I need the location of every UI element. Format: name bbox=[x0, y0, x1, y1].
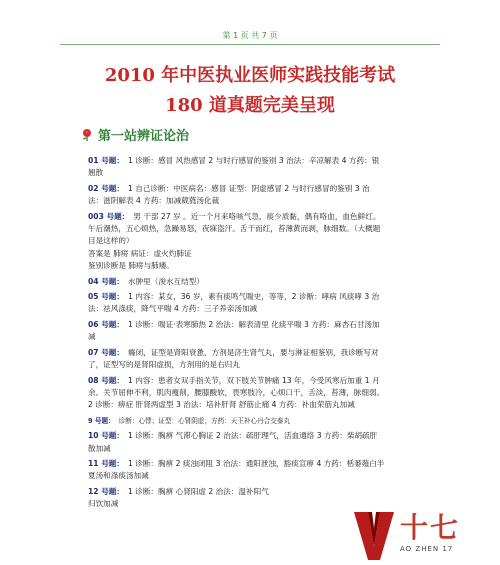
question-text: 1 内容：某女，36 岁，素有痰鸣气喘史，等等，2 诊断：哮病 风痰哮 3 治 bbox=[128, 292, 380, 302]
question-number: 01 号题： bbox=[88, 156, 124, 165]
question-item bbox=[88, 276, 433, 288]
watermark-logo bbox=[348, 508, 486, 565]
question-item bbox=[88, 430, 433, 455]
question-text: 男 干部 27 岁 。近一个月来咯咳气急，痰少质黏，偶有咯血，血色鲜红。 bbox=[133, 211, 381, 221]
question-text-line bbox=[88, 331, 433, 343]
question-item bbox=[88, 415, 433, 427]
question-number: 08 号题： bbox=[88, 375, 124, 385]
question-item bbox=[88, 486, 433, 511]
question-text-line bbox=[88, 183, 433, 195]
question-text-line bbox=[88, 347, 433, 359]
question-item bbox=[88, 458, 433, 483]
question-text-line bbox=[88, 387, 433, 399]
question-text-line bbox=[88, 167, 433, 179]
question-item bbox=[88, 319, 433, 344]
question-text: 2 诊断：痹症 肝肾两虚型 3 治法：培补肝肾 舒筋止痛 4 方药：补血荣筋丸加减 bbox=[88, 400, 355, 410]
question-text-line bbox=[88, 415, 433, 427]
question-number: 02 号题： bbox=[88, 183, 124, 193]
watermark-text: 十七 bbox=[400, 511, 461, 544]
question-text-line bbox=[88, 248, 433, 260]
watermark-subtext: AO ZHEN 17 bbox=[400, 545, 454, 553]
question-text: 散加减 bbox=[88, 443, 111, 453]
question-text-line bbox=[88, 155, 433, 167]
question-number: 11 号题： bbox=[88, 458, 124, 468]
question-text-line bbox=[88, 291, 433, 303]
question-text-line bbox=[88, 359, 433, 371]
question-text: 癃闭，证型是肾阳衰惫，方剂是济生肾气丸，要与淋证相鉴别，我诊断写对 bbox=[128, 347, 379, 357]
question-text: 答案是 肺痨 病证：虚火灼肺证 bbox=[88, 248, 192, 258]
question-text: 午后潮热，五心烦热，急躁易怒，夜寐盗汗。舌干而红，苔薄黄而剥，脉细数。（大概题 bbox=[88, 224, 381, 234]
question-text: 诊断：心悸；证型：心肾阴虚；方药：天王补心丹合交泰丸 bbox=[118, 416, 291, 425]
question-number: 06 号题： bbox=[88, 319, 124, 329]
question-item bbox=[88, 291, 433, 316]
question-text-line bbox=[88, 235, 433, 247]
question-text-line bbox=[88, 458, 433, 470]
question-item bbox=[88, 211, 433, 273]
question-text-line bbox=[88, 276, 433, 288]
question-text: 1 诊断：胸痹 2 痰浊闭阻 3 治法：通阳泄浊，豁痰宣痹 4 方药：栝蒌薤白半 bbox=[128, 458, 385, 468]
page-header: 第 1 页 共 7 页 bbox=[222, 31, 278, 40]
question-number: 9 号题： bbox=[88, 416, 115, 425]
question-number: 04 号题： bbox=[88, 276, 124, 286]
question-number: 05 号题： bbox=[88, 292, 124, 302]
question-text: 夏汤和涤痰汤加减 bbox=[88, 471, 149, 481]
question-text: 水肿里（浚水互结型） bbox=[128, 276, 204, 286]
question-text-line bbox=[88, 260, 433, 272]
question-text: 法：祛风涤痰，降气平喘 4 方药：三子养亲汤加减 bbox=[88, 304, 258, 314]
question-item bbox=[88, 155, 433, 180]
question-text-line bbox=[88, 319, 433, 331]
question-text-line bbox=[88, 375, 433, 387]
section-heading bbox=[80, 125, 189, 144]
question-text: 1 自己诊断：中医病名：感冒 证型：阴虚感冒 2 与时行感冒的鉴别 3 治 bbox=[128, 183, 370, 193]
question-item bbox=[88, 347, 433, 372]
question-text-line bbox=[88, 430, 433, 442]
question-text-line bbox=[88, 195, 433, 207]
question-list bbox=[88, 155, 433, 514]
question-text: 余。关节屈伸不利，肌肉瘦削，腰膝酸软，畏寒肢冷，心烦口干，舌淡，苔薄，脉细弱。 bbox=[88, 387, 385, 397]
document-title-line2: 180 道真题完美呈现 bbox=[165, 95, 335, 116]
question-text: 1 诊断：感冒 风热感冒 2 与时行感冒的鉴别 3 治法：辛凉解表 4 方药：银 bbox=[128, 156, 380, 165]
question-text: 1 诊断：胸痹 气滞心胸证 2 治法：疏肝理气，活血通络 3 方药：柴胡疏肝 bbox=[128, 431, 378, 441]
header-divider bbox=[60, 44, 440, 45]
question-text-line bbox=[88, 399, 433, 411]
question-text: 减 bbox=[88, 332, 96, 342]
question-text: 1 诊断：胸痹 心肾阳虚 2 治法：温补阳气 bbox=[128, 486, 269, 496]
rose-icon bbox=[80, 128, 94, 142]
question-text: 归饮加减 bbox=[88, 499, 119, 509]
question-text-line bbox=[88, 443, 433, 455]
question-text-line bbox=[88, 470, 433, 482]
question-text: 鉴别诊断是 肺痨与肺痿。 bbox=[88, 261, 174, 271]
question-number: 12 号题： bbox=[88, 486, 124, 496]
question-item bbox=[88, 183, 433, 208]
v-logo-icon bbox=[354, 512, 394, 560]
question-number: 07 号题： bbox=[88, 347, 124, 357]
question-text: 翘散 bbox=[88, 168, 104, 178]
question-text-line bbox=[88, 486, 433, 498]
question-text-line bbox=[88, 223, 433, 235]
question-item bbox=[88, 375, 433, 412]
question-text-line bbox=[88, 211, 433, 223]
question-text-line bbox=[88, 303, 433, 315]
question-text: 了，证型写的是肾阳虚损，方剂用的是右归丸 bbox=[88, 360, 240, 370]
question-text: 1 诊断：喘证·表寒肺热 2 治法：解表清里 化痰平喘 3 方药：麻杏石甘汤加 bbox=[128, 319, 380, 329]
section-title: 第一站辨证论治 bbox=[98, 129, 190, 144]
question-number: 10 号题： bbox=[88, 431, 124, 441]
document-title-line1: 2010 年中医执业医师实践技能考试 bbox=[104, 65, 396, 86]
question-text: 1 内容：患者女双手指关节，双下肢关节肿痛 13 年，今受风寒后加重 1 月 bbox=[128, 375, 380, 385]
question-number: 003 号题： bbox=[88, 211, 130, 221]
question-text: 法：滋阴解表 4 方药：加减葳蕤汤化裁 bbox=[88, 196, 220, 206]
question-text: 目是这样的） bbox=[88, 236, 134, 246]
